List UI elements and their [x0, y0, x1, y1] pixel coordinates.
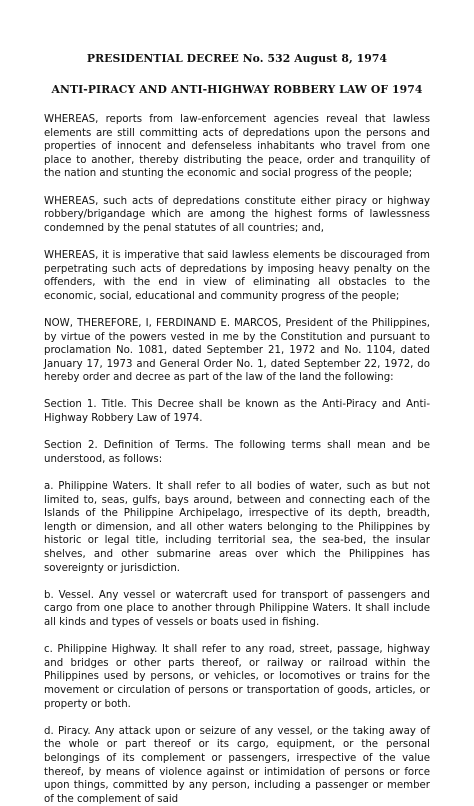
now-therefore-paragraph: NOW, THEREFORE, I, FERDINAND E. MARCOS, President of the Philippines, by virtue of the powers vested in me by the Constitution and pursuant to proclamation No. 1081, dated September 21, 1972 and No. 1104, dated January 17, 1973 and General Order No. 1, dated September 22, 1972, do hereby order and decree as part of the law of the land the following:	[44, 317, 430, 384]
decree-title: PRESIDENTIAL DECREE No. 532 August 8, 1974	[86, 52, 388, 65]
law-title: ANTI-PIRACY AND ANTI-HIGHWAY ROBBERY LAW OF 1974	[51, 83, 423, 96]
whereas-paragraph-2: WHEREAS, such acts of depredations constitute either piracy or highway robbery/brigandage which are among the highest forms of lawlessness condemned by the penal statutes of all countries; and,	[44, 195, 430, 234]
section-2-paragraph: Section 2. Definition of Terms. The following terms shall mean and be understood, as follows:	[44, 440, 430, 465]
section-1-paragraph: Section 1. Title. This Decree shall be known as the Anti-Piracy and Anti-Highway Robbery Law of 1974.	[44, 399, 430, 425]
whereas-paragraph-3: WHEREAS, it is imperative that said lawless elements be discouraged from perpetrating such acts of depredations by imposing heavy penalty on the offenders, with the end in view of eliminating all obstacles to the economic, social, educational and community progress of the people;	[44, 249, 430, 302]
definition-piracy: d. Piracy. Any attack upon or seizure of any vessel, or the taking away of the whole or part thereof or its cargo, equipment, or the personal belongings of its complement or passengers, irrespective of the value thereof, by means of violence against or intimidation of persons or force upon things, committed by any person, including a passenger or member of the complement of said	[44, 725, 430, 805]
definition-philippine-highway: c. Philippine Highway. It shall refer to any road, street, passage, highway and bridges or other parts thereof, or railway or railroad within the Philippines used by persons, or vehicles, or locomotives or trains for the movement or circulation of persons or transportation of goods, articles, or property or both.	[44, 644, 430, 710]
definition-vessel: b. Vessel. Any vessel or watercraft used for transport of passengers and cargo from one place to another through Philippine Waters. It shall include all kinds and types of vessels or boats used in fishing.	[44, 589, 430, 628]
whereas-paragraph-1: WHEREAS, reports from law-enforcement agencies reveal that lawless elements are still committing acts of depredations upon the persons and properties of innocent and defenseless inhabitants who travel from one place to another, thereby distributing the peace, order and tranquility of the nation and stunting the economic and social progress of the people;	[44, 114, 430, 180]
definition-philippine-waters: a. Philippine Waters. It shall refer to all bodies of water, such as but not limited to, seas, gulfs, bays around, between and connecting each of the Islands of the Philippine Archipelago, irrespective of its depth, breadth, length or dimension, and all other waters belonging to the Philippines by historic or legal title, including territorial sea, the sea-bed, the insular shelves, and other submarine areas over which the Philippines has sovereignty or jurisdiction.	[44, 481, 430, 574]
